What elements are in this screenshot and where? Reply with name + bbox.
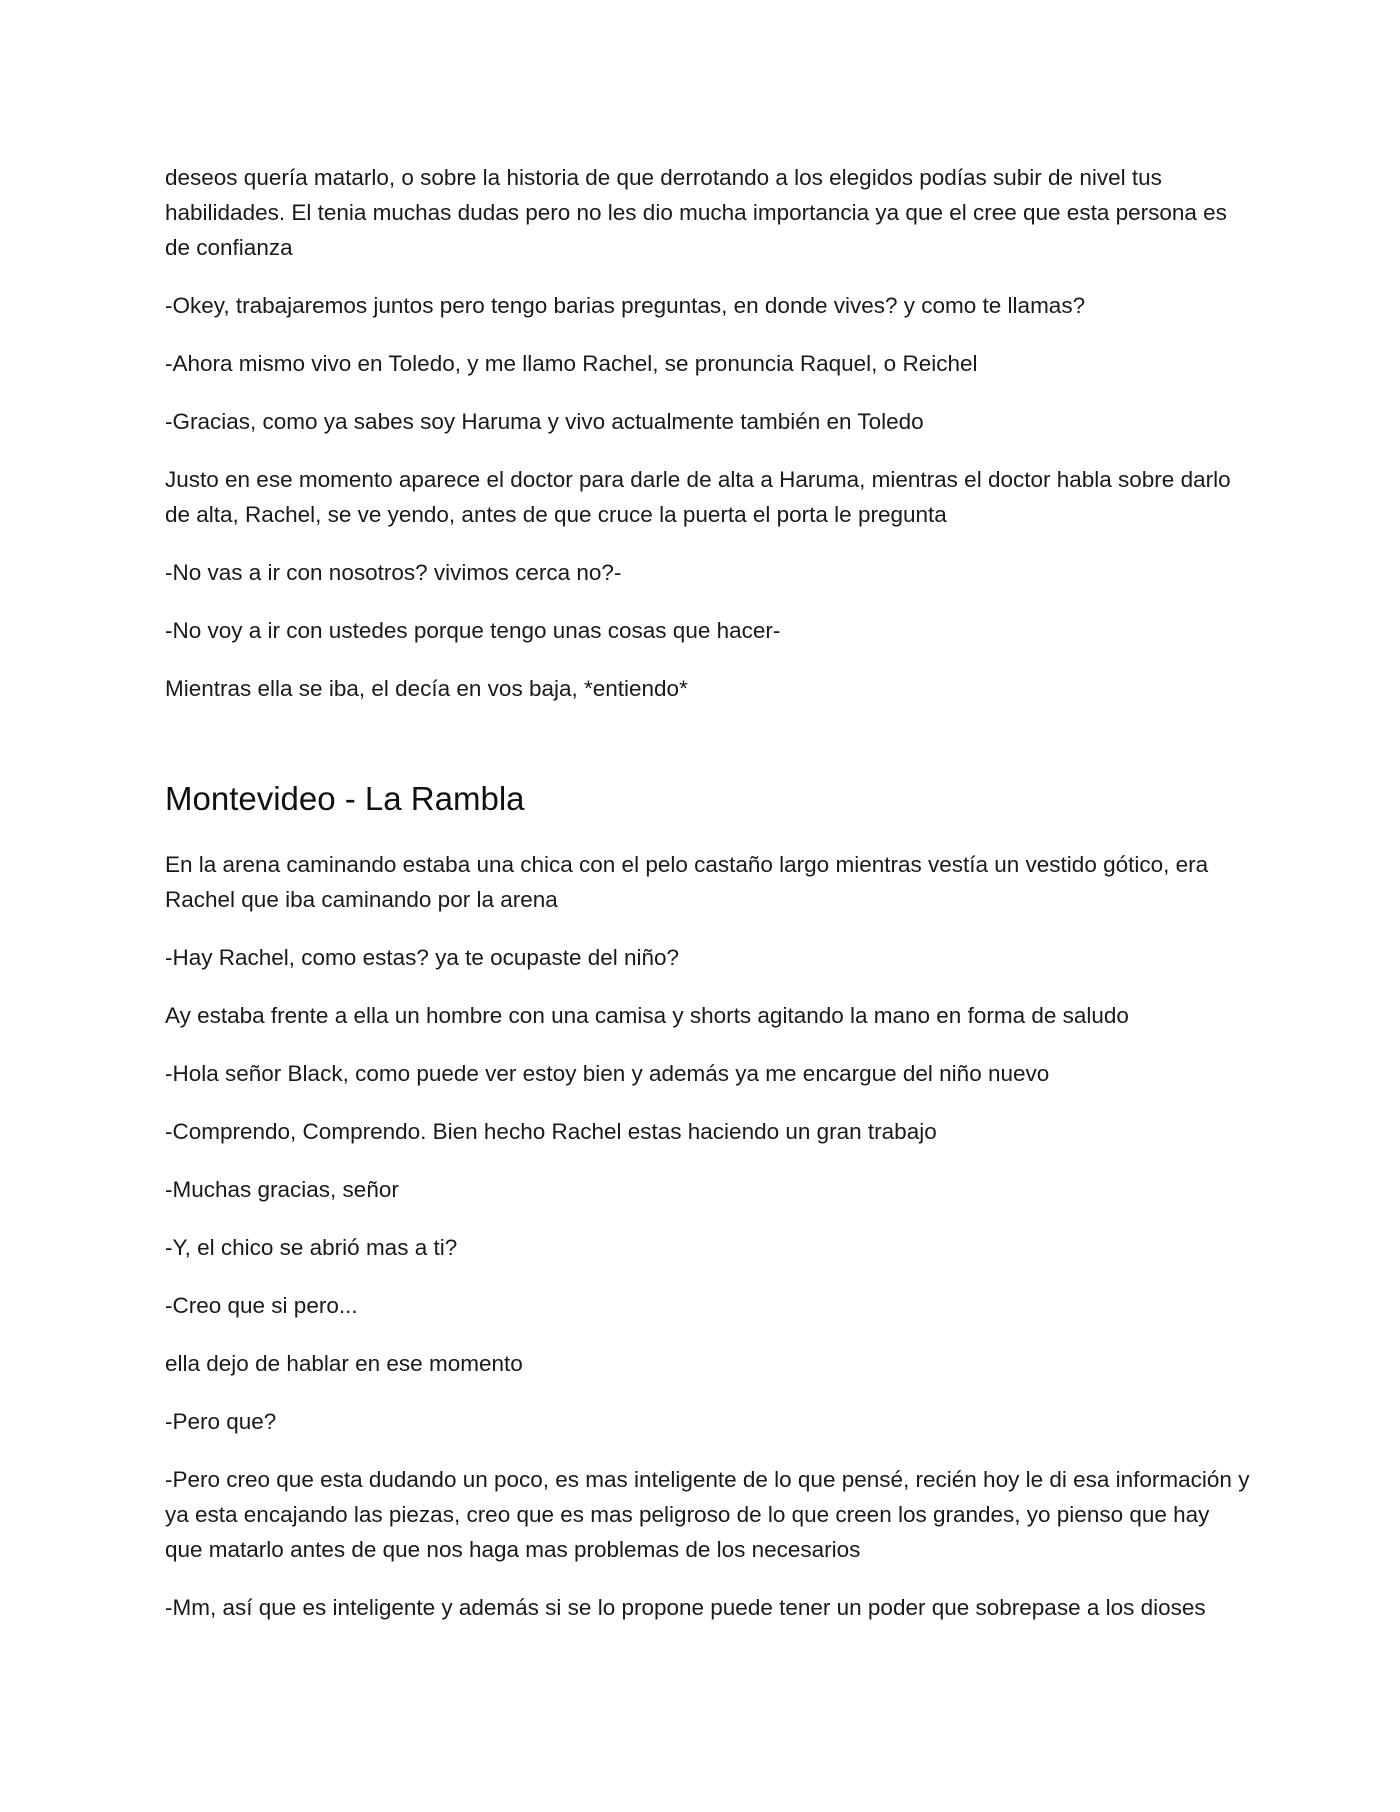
paragraph: -Y, el chico se abrió mas a ti?	[165, 1235, 458, 1260]
paragraph: -Ahora mismo vivo en Toledo, y me llamo Rachel, se pronuncia Raquel, o Reichel	[165, 351, 978, 376]
paragraph: -Gracias, como ya sabes soy Haruma y vivo actualmente también en Toledo	[165, 409, 924, 434]
paragraph: Justo en ese momento aparece el doctor para darle de alta a Haruma, mientras el doctor habla sobre darlo de alta, Rachel, se ve yendo, antes de que cruce la puerta el porta le pregunta	[165, 467, 1231, 527]
paragraph: -Mm, así que es inteligente y además si se lo propone puede tener un poder que sobrepase a los dioses	[165, 1595, 1206, 1620]
paragraph: Ay estaba frente a ella un hombre con una camisa y shorts agitando la mano en forma de saludo	[165, 1003, 1129, 1028]
paragraph: -Hay Rachel, como estas? ya te ocupaste del niño?	[165, 945, 680, 970]
paragraph: -Muchas gracias, señor	[165, 1177, 399, 1202]
paragraph: ella dejo de hablar en ese momento	[165, 1351, 523, 1376]
paragraph: -No voy a ir con ustedes porque tengo unas cosas que hacer-	[165, 618, 781, 643]
paragraph: -Pero que?	[165, 1409, 277, 1434]
paragraph: En la arena caminando estaba una chica con el pelo castaño largo mientras vestía un vestido gótico, era Rachel que iba caminando por la arena	[165, 852, 1209, 912]
paragraph: -Okey, trabajaremos juntos pero tengo barias preguntas, en donde vives? y como te llamas?	[165, 293, 1086, 318]
document-body	[165, 160, 1250, 1648]
paragraph: Mientras ella se iba, el decía en vos baja, *entiendo*	[165, 676, 688, 701]
paragraph: -Comprendo, Comprendo. Bien hecho Rachel estas haciendo un gran trabajo	[165, 1119, 937, 1144]
section-heading: Montevideo - La Rambla	[165, 780, 525, 817]
paragraph: -No vas a ir con nosotros? vivimos cerca no?-	[165, 560, 622, 585]
paragraph: -Pero creo que esta dudando un poco, es mas inteligente de lo que pensé, recién hoy le di esa información y ya esta encajando las piezas, creo que es mas peligroso de lo que creen los grandes, yo pienso que hay que matarlo antes de que nos haga mas problemas de los necesarios	[165, 1467, 1250, 1562]
paragraph: deseos quería matarlo, o sobre la historia de que derrotando a los elegidos podías subir de nivel tus habilidades. El tenia muchas dudas pero no les dio mucha importancia ya que el cree que esta persona es de confianza	[165, 165, 1227, 260]
paragraph: -Hola señor Black, como puede ver estoy bien y además ya me encargue del niño nuevo	[165, 1061, 1050, 1086]
paragraph: -Creo que si pero...	[165, 1293, 358, 1318]
